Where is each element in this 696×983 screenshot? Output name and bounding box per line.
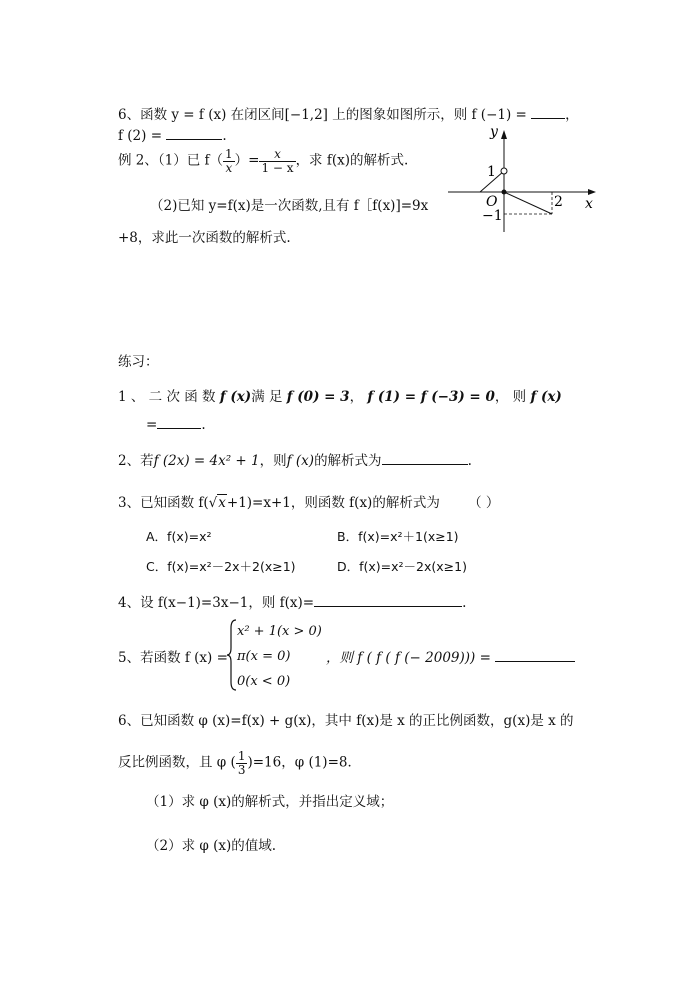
q6-intro-line2: f (2) = . [118,128,227,144]
practice-2: 2、若f (2x) = 4x² + 1，则f (x)的解析式为 . [118,453,472,469]
practice-1-line2: = . [146,417,206,433]
example2-line1: 例 2、（1）已 f（ $\frac{1}{x}$ ）= $\frac{x}{1 - x}$ ，求 f(x)的解析式. [118,147,409,175]
piecewise-cases [237,619,322,694]
practice-5-blank [495,649,575,662]
option-d: D．f(x)=x²－2x(x≥1) [337,559,467,574]
q6-line2-text: f (2) = [118,128,163,144]
practice-5-lead: 5、若函数 f (x) = [118,650,228,666]
practice-6-frac: $\frac{1}{3}$ [237,749,246,777]
open-point [501,168,507,174]
practice-5-tail: ，则 f ( f ( f (− 2009))) = [326,646,575,666]
example2-part2-line2: +8，求此一次函数的解析式. [118,230,291,246]
practice-6-line2: 反比例函数，且 φ ( $\frac{1}{3}$ )=16，φ (1)=8． [118,749,361,777]
x-axis-arrow [588,189,596,195]
practice-heading: 练习： [118,354,159,370]
practice-2-blank [382,452,468,465]
example2-part2-line1: （2)已知 y=f(x)是一次函数,且有 f［f(x)]=9x [150,198,429,214]
origin-label: O [486,194,498,210]
x-axis-label: x [585,196,593,212]
practice-3: 3、已知函数 f(√x+1)=x+1，则函数 f(x)的解析式为 （ ） [118,495,500,511]
practice-6-sub2: （2）求 φ (x)的值域. [146,838,277,854]
q6-intro-text: 6、函数 y = f (x) 在闭区间[−1,2] 上的图象如图所示，则 f (−1) = [118,107,527,123]
practice-6-sub1: （1）求 φ (x)的解析式，并指出定义域； [146,794,394,810]
q6-blank-1 [531,106,565,119]
y-axis-arrow [501,130,507,139]
tick-label-neg-one: −1 [482,208,503,224]
tick-label-two: 2 [554,194,563,210]
practice-1-line1: 1 、 二 次 函 数 f (x)满 足 f (0) = 3， f (1) = f (−3) = 0， 则 f (x) [118,389,562,405]
option-b: B．f(x)=x²＋1(x≥1) [337,529,459,544]
practice-6-line1: 6、已知函数 φ (x)=f(x) + g(x)，其中 f(x)是 x 的正比例函数，g(x)是 x 的 [118,713,574,729]
q6-intro-line1: 6、函数 y = f (x) 在闭区间[−1,2] 上的图象如图所示，则 f (−1) = ， [118,107,579,123]
practice-4-blank [314,594,462,607]
example2-frac-1: $\frac{1}{x}$ [225,147,233,175]
segment-right [504,192,552,214]
function-graph [440,120,600,235]
practice-1-blank [157,416,201,429]
tick-label-one: 1 [487,164,496,180]
option-c: C．f(x)=x²－2x＋2(x≥1) [146,559,296,574]
q6-blank-2 [166,127,222,140]
example2-frac-2: $\frac{x}{1 - x}$ [261,147,294,175]
y-axis-label: y [490,124,498,140]
practice-4: 4、设 f(x−1)=3x−1，则 f(x)= . [118,595,467,611]
answer-paren: （ ） [468,495,500,511]
case-1: x² + 1(x > 0) [237,624,322,639]
case-2: π(x = 0) [237,649,291,664]
case-3: 0(x < 0) [237,674,291,689]
option-a: A．f(x)=x² [146,529,212,544]
